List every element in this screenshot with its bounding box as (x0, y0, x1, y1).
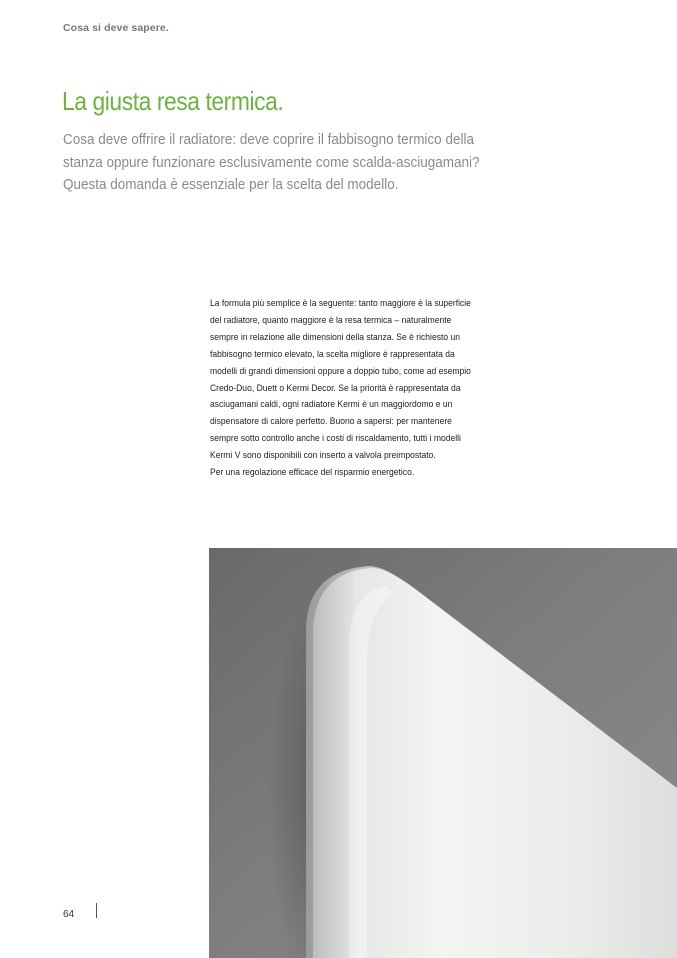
subtitle-line: Cosa deve offrire il radiatore: deve coprire il fabbisogno termico della (63, 131, 474, 148)
body-line: Kermi V sono disponibili con inserto a valvola preimpostato. (210, 450, 436, 462)
body-line: sempre sotto controllo anche i costi di riscaldamento, tutti i modelli (210, 433, 461, 445)
subtitle-line: stanza oppure funzionare esclusivamente come scalda-asciugamani? (63, 153, 480, 171)
page-title: La giusta resa termica. (62, 86, 284, 116)
section-label: Cosa si deve sapere. (63, 22, 169, 34)
body-line: asciugamani caldi, ogni radiatore Kermi è un maggiordomo e un (210, 399, 453, 411)
body-line: sempre in relazione alle dimensioni della stanza. Se è richiesto un (210, 331, 460, 343)
body-paragraph (210, 296, 471, 482)
page-number-divider (96, 903, 97, 918)
body-line: dispensatore di calore perfetto. Buono a sapersi: per mantenere (210, 416, 452, 428)
body-line: La formula più semplice è la seguente: tanto maggiore è la superficie (210, 298, 471, 309)
body-line: modelli di grandi dimensioni oppure a doppio tubo, come ad esempio (210, 365, 471, 377)
subtitle-line: Questa domanda è essenziale per la scelta del modello. (63, 176, 399, 193)
subtitle (63, 129, 480, 197)
radiator-photo (209, 548, 677, 958)
body-line: fabbisogno termico elevato, la scelta migliore è rappresentata da (210, 348, 455, 360)
body-line: del radiatore, quanto maggiore è la resa termica – naturalmente (210, 314, 452, 326)
body-line: Per una regolazione efficace del risparmio energetico. (210, 467, 415, 479)
body-line: Credo-Duo, Duett o Kermi Decor. Se la priorità è rappresentata da (210, 382, 461, 394)
page-number: 64 (63, 909, 75, 920)
